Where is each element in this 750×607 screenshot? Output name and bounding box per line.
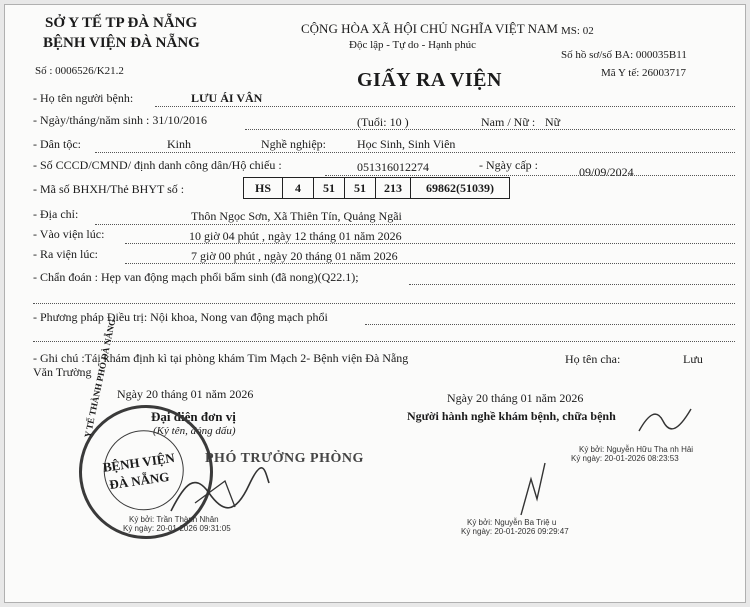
ministry-name: SỞ Y TẾ TP ĐÀ NẴNG <box>45 15 198 31</box>
insurance-cell: 4 <box>283 178 314 199</box>
left-sign-title: Đại diện đơn vị <box>151 409 236 424</box>
insurance-cell: 213 <box>376 178 411 199</box>
admit-dotted-line <box>125 243 735 244</box>
address-dotted-line <box>95 224 735 225</box>
right-sign-time-1: Ký ngày: 20-01-2026 08:23:53 <box>571 454 679 463</box>
insurance-cell: 51 <box>314 178 345 199</box>
ethnic-label: - Dân tộc: <box>33 137 81 151</box>
issue-date: 09/09/2024 <box>579 165 634 179</box>
note: - Ghi chú :Tái khám định kì tại phòng khám Tim Mạch 2- Bệnh viện Đà Nẵng <box>33 351 409 365</box>
right-signer-2: Ký bởi: Nguyễn Ba Triệ u <box>467 518 557 527</box>
diagnosis-dotted-line <box>409 284 735 285</box>
diagnosis: - Chẩn đoán : Hẹp van động mạch phổi bẩm sinh (đã nong)(Q22.1); <box>33 270 359 284</box>
job-label: Nghề nghiệp: <box>261 137 326 151</box>
discharge-label: - Ra viện lúc: <box>33 247 98 261</box>
right-sign-date: Ngày 20 tháng 01 năm 2026 <box>447 391 584 405</box>
insurance-label: - Mã số BHXH/Thẻ BHYT số : <box>33 182 185 196</box>
left-sign-subtitle: (Ký tên, đóng dấu) <box>153 425 236 437</box>
document-number: Số : 0006526/K21.2 <box>35 65 124 77</box>
left-sign-role: PHÓ TRƯỞNG PHÒNG <box>205 451 364 466</box>
patient-id: 051316012274 <box>357 160 429 174</box>
country-title: CỘNG HÒA XÃ HỘI CHỦ NGHĨA VIỆT NAM <box>301 21 558 36</box>
form-code: MS: 02 <box>561 25 594 37</box>
left-handwritten-signature <box>165 463 275 523</box>
treatment-dotted-line <box>365 324 735 325</box>
record-number: Số hồ sơ/số BA: 000035B11 <box>561 49 687 61</box>
patient-address: Thôn Ngọc Sơn, Xã Thiên Tín, Quảng Ngãi <box>191 209 402 223</box>
patient-name: LƯU ÁI VÂN <box>191 91 263 105</box>
treatment-dotted-line-2 <box>33 341 735 342</box>
discharge-dotted-line <box>125 263 735 264</box>
stamp-line-1: BỆNH VIỆN <box>101 449 176 475</box>
issue-label: - Ngày cấp : <box>479 158 538 172</box>
father-label: Họ tên cha: <box>565 352 621 366</box>
name-label: - Họ tên người bệnh: <box>33 91 134 105</box>
dob-dotted-line <box>245 129 735 130</box>
treatment: - Phương pháp Điều trị: Nội khoa, Nong van động mạch phổi <box>33 310 328 324</box>
right-sign-title: Người hành nghề khám bệnh, chữa bệnh <box>407 409 616 423</box>
document-title: GIẤY RA VIỆN <box>357 69 502 91</box>
right-handwritten-signature-2 <box>515 459 551 519</box>
admit-label: - Vào viện lúc: <box>33 227 105 241</box>
patient-age: (Tuổi: 10 ) <box>357 115 409 129</box>
stamp-line-2: ĐÀ NẴNG <box>108 468 171 493</box>
left-signer: Ký bởi: Trần Thành Nhân <box>129 515 219 524</box>
patient-sex: Nữ <box>545 115 561 129</box>
id-label: - Số CCCD/CMND/ định danh công dân/Hộ chiếu : <box>33 158 282 172</box>
father-first-name: Lưu <box>683 352 703 366</box>
stamp-ring-text: Y TẾ THÀNH PHỐ ĐÀ NẴNG <box>82 318 118 439</box>
dob-label: - Ngày/tháng/năm sinh : 31/10/2016 <box>33 113 207 127</box>
right-signer-1: Ký bởi: Nguyễn Hữu Tha nh Hải <box>579 445 694 454</box>
name-dotted-line <box>155 106 735 107</box>
father-rest-name: Văn Trường <box>33 365 92 379</box>
left-sign-time: Ký ngày: 20-01-2026 09:31:05 <box>123 524 231 533</box>
id-dotted-line <box>325 175 735 176</box>
admit-time: 10 giờ 04 phút , ngày 12 tháng 01 năm 2026 <box>189 229 402 243</box>
hospital-name: BỆNH VIỆN ĐÀ NẴNG <box>43 35 200 51</box>
right-sign-time-2: Ký ngày: 20-01-2026 09:29:47 <box>461 527 569 536</box>
diagnosis-dotted-line-2 <box>33 303 735 304</box>
right-handwritten-signature-1 <box>635 403 695 437</box>
insurance-cell: 51 <box>345 178 376 199</box>
discharge-paper <box>4 4 746 603</box>
patient-ethnic: Kinh <box>167 137 191 151</box>
patient-job: Học Sinh, Sinh Viên <box>357 137 456 151</box>
discharge-time: 7 giờ 00 phút , ngày 20 tháng 01 năm 2026 <box>191 249 398 263</box>
insurance-cell: 69862(51039) <box>411 178 510 199</box>
insurance-card-table <box>243 177 510 199</box>
sex-label: Nam / Nữ : <box>481 115 536 129</box>
health-code: Mã Y tế: 26003717 <box>601 67 687 79</box>
insurance-cell: HS <box>244 178 283 199</box>
ethnic-dotted-line <box>95 152 735 153</box>
address-label: - Địa chỉ: <box>33 207 79 221</box>
country-motto: Độc lập - Tự do - Hạnh phúc <box>349 39 477 51</box>
left-sign-date: Ngày 20 tháng 01 năm 2026 <box>117 387 254 401</box>
